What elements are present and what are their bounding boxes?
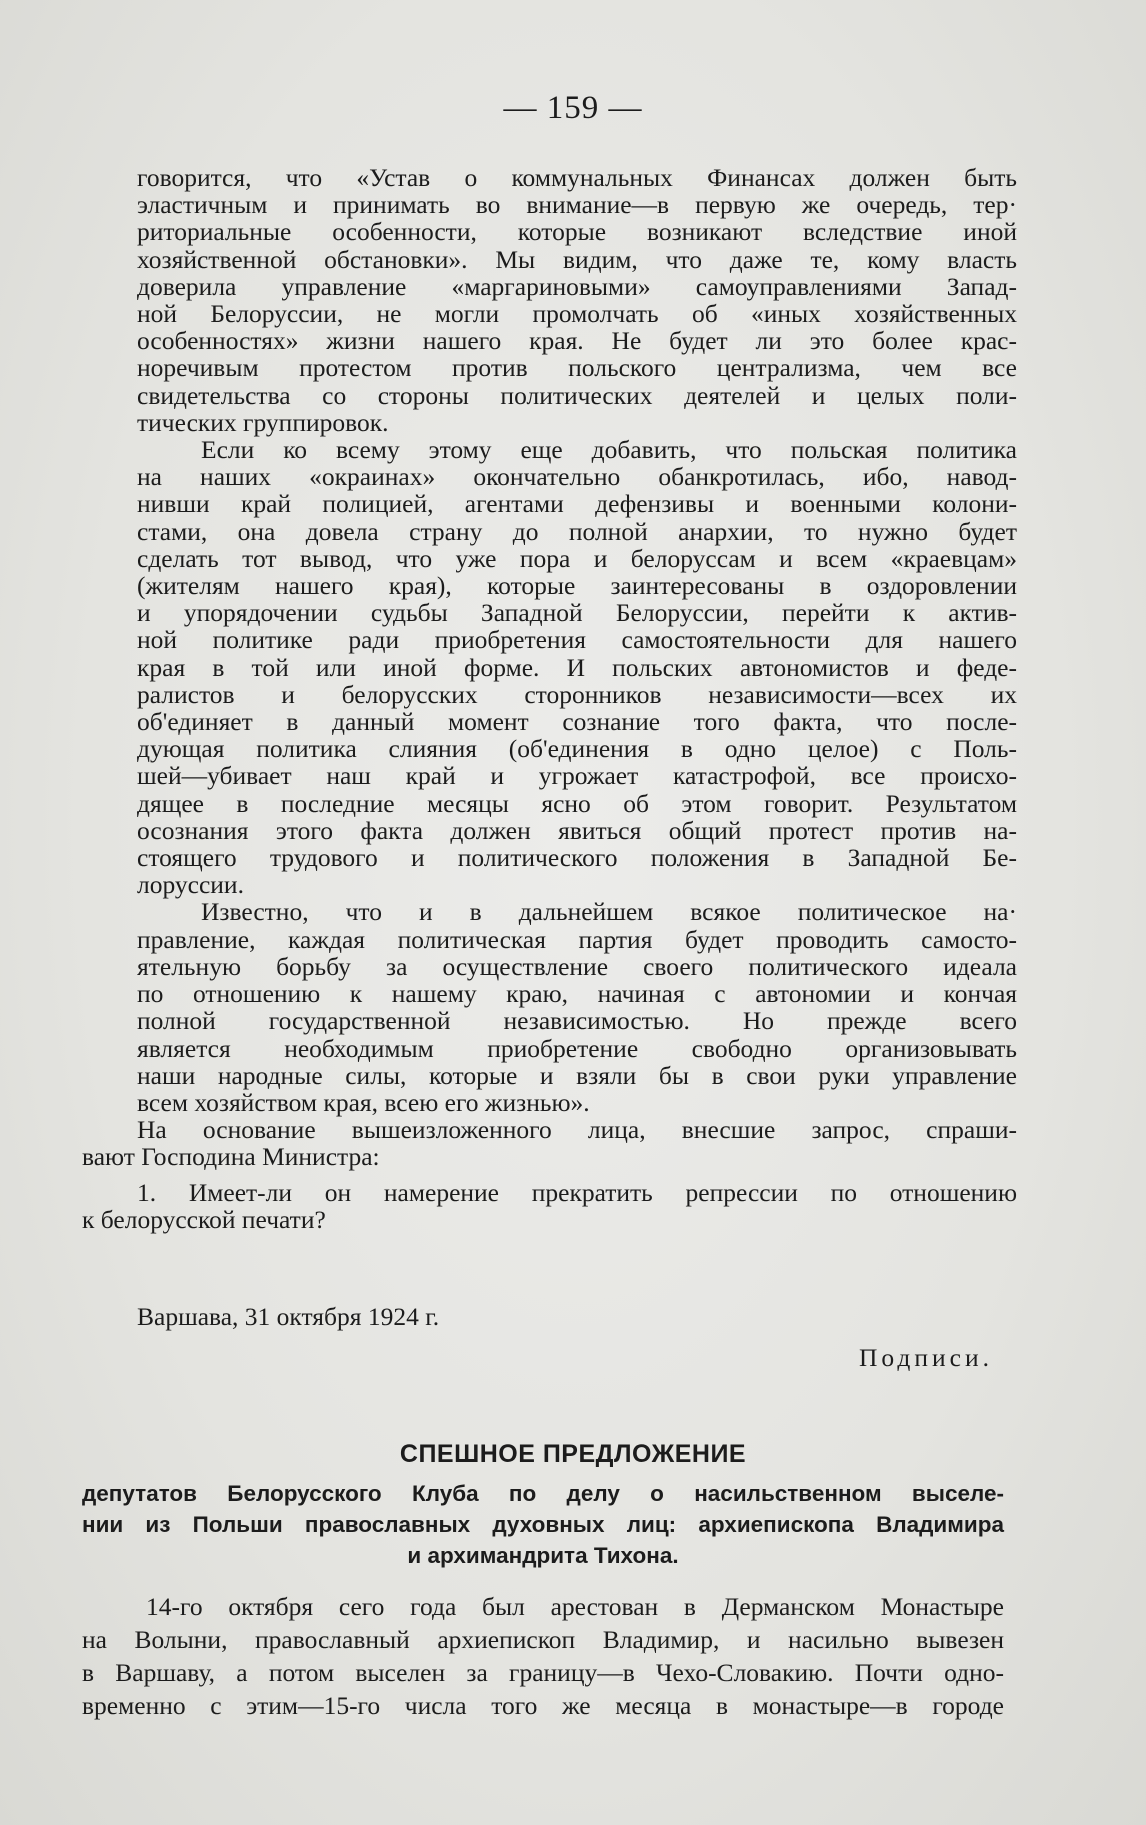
- text-line: вают Господина Министра:: [82, 1142, 380, 1172]
- text-line: норечивым протестом против польского централизма, чем все: [137, 353, 1017, 383]
- text-line: к белорусской печати?: [82, 1204, 326, 1234]
- text-line: стами, она довела страну до полной анархии, то нужно будет: [137, 516, 1017, 546]
- text-line: (жителям нашего края), которые заинтересованы в оздоровлении: [137, 571, 1017, 601]
- text-line: свидетельства со стороны политических деятелей и целых поли-: [137, 380, 1017, 410]
- text-line: На основание вышеизложенного лица, внесшие запрос, спраши-: [137, 1115, 1017, 1145]
- text-line: риториальные особенности, которые возникают вследствие иной: [137, 217, 1017, 247]
- subheading-line: и архимандрита Тихона.: [407, 1543, 679, 1568]
- subheading-line: депутатов Белорусского Клуба по делу о насильственном выселе-: [82, 1481, 1004, 1506]
- signatures-label: Подписи.: [858, 1343, 993, 1372]
- text-line: полной государственной независимостью. Но прежде всего: [137, 1006, 1017, 1036]
- text-line: ной Белоруссии, не могли промолчать об «иных хозяйственных: [137, 299, 1017, 329]
- text-line: говорится, что «Устав о коммунальных Финансах должен быть: [137, 163, 1017, 192]
- text-line: в Варшаву, а потом выселен за границу—в Чехо-Словакию. Почти одно-: [82, 1658, 1004, 1687]
- document-date: Варшава, 31 октября 1924 г.: [137, 1302, 440, 1331]
- paragraph-1: [137, 164, 1017, 436]
- main-text: [82, 163, 1017, 1234]
- text-line: тических группировок.: [137, 407, 389, 437]
- text-line: Известно, что и в дальнейшем всякое политическое на·: [201, 897, 1017, 927]
- paragraph-4: [82, 1115, 1017, 1172]
- text-line: об'единяет в данный момент сознание того факта, что после-: [137, 707, 1017, 737]
- text-line: доверила управление «маргариновыми» самоуправлениями Запад-: [137, 271, 1017, 301]
- paragraph-2: [137, 436, 1017, 898]
- text-line: осознания этого факта должен явиться общий протест против на-: [137, 815, 1017, 845]
- text-line: края в той или иной форме. И польских автономистов и феде-: [137, 652, 1017, 682]
- text-line: ной политике ради приобретения самостоятельности для нашего: [137, 625, 1017, 655]
- question-1: [82, 1177, 1017, 1234]
- paragraph-3: [137, 898, 1017, 1116]
- subheading-line: нии из Польши православных духовных лиц: архиепископа Владимира: [82, 1512, 1004, 1537]
- text-line: временно с этим—15-го числа того же месяца в монастыре—в городе: [82, 1691, 1004, 1720]
- text-line: является необходимым приобретение свободно организовывать: [137, 1033, 1017, 1063]
- text-line: эластичным и принимать во внимание—в первую же очередь, тер·: [137, 190, 1017, 220]
- text-line: дующая политика слияния (об'единения в одно целое) с Поль-: [137, 734, 1017, 764]
- section-subheading: [82, 1478, 1004, 1571]
- text-line: шей—убивает наш край и угрожает катастрофой, все происхо-: [137, 761, 1017, 791]
- text-line: и упорядочении судьбы Западной Белоруссии, перейти к актив-: [137, 598, 1017, 628]
- page-number: — 159 —: [503, 90, 643, 126]
- text-line: по отношению к нашему краю, начиная с автономии и кончая: [137, 979, 1017, 1009]
- text-line: 14-го октября сего года был арестован в Дерманском Монастыре: [146, 1592, 1004, 1621]
- text-line: всем хозяйством края, всею его жизнью».: [137, 1087, 590, 1117]
- text-line: особенностях» жизни нашего края. Не будет ли это более крас-: [137, 326, 1017, 356]
- text-line: хозяйственной обстановки». Мы видим, что даже те, кому власть: [137, 244, 1017, 274]
- text-line: нивши край полицией, агентами дефензивы и военными колони-: [137, 489, 1017, 519]
- text-line: 1. Имеет-ли он намерение прекратить репрессии по отношению: [137, 1177, 1017, 1207]
- section-heading: СПЕШНОЕ ПРЕДЛОЖЕНИЕ: [399, 1440, 747, 1468]
- text-line: на Волыни, православный архиепископ Владимир, и насильно вывезен: [82, 1625, 1004, 1654]
- text-line: Если ко всему этому еще добавить, что польская политика: [201, 435, 1017, 465]
- text-line: на наших «окраинах» окончательно обанкротилась, ибо, навод-: [137, 462, 1017, 492]
- text-line: ралистов и белорусских сторонников независимости—всех их: [137, 679, 1017, 709]
- text-line: дящее в последние месяцы ясно об этом говорит. Результатом: [137, 788, 1017, 818]
- text-line: лоруссии.: [137, 870, 244, 900]
- text-line: стоящего трудового и политического положения в Западной Бе-: [137, 843, 1017, 873]
- text-line: правление, каждая политическая партия будет проводить самосто-: [137, 924, 1017, 954]
- text-line: сделать тот вывод, что уже пора и белоруссам и всем «краевцам»: [137, 543, 1017, 573]
- text-line: наши народные силы, которые и взяли бы в свои руки управление: [137, 1060, 1017, 1090]
- paragraph-5: [82, 1590, 1004, 1722]
- text-line: ятельную борьбу за осуществление своего политического идеала: [137, 951, 1017, 981]
